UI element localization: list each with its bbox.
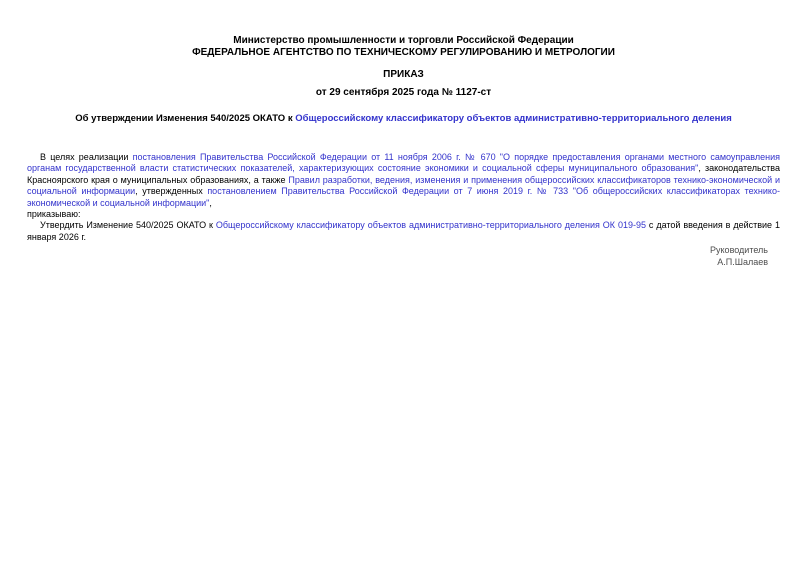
title-text: Об утверждении Изменения 540/2025 ОКАТО к bbox=[75, 113, 296, 124]
preamble-mid-2: , утвержденных bbox=[135, 186, 208, 197]
order-item-prefix: Утвердить Изменение 540/2025 ОКАТО к bbox=[40, 220, 216, 231]
classifier-rules-link[interactable]: Правил разработки, ведения, изменения и применения общероссийских классификаторов технико-экономической и социальной информации bbox=[27, 174, 780, 197]
preamble-paragraph bbox=[27, 152, 780, 209]
okato-classifier-link[interactable]: Общероссийскому классификатору объектов административно-территориального деления ОК 019-95 bbox=[215, 220, 646, 231]
signature-position: Руководитель bbox=[710, 245, 768, 256]
order-item-paragraph bbox=[27, 220, 780, 243]
agency-name: ФЕДЕРАЛЬНОЕ АГЕНТСТВО ПО ТЕХНИЧЕСКОМУ РЕГУЛИРОВАНИЮ И МЕТРОЛОГИИ bbox=[192, 47, 615, 58]
resolution-670-link[interactable]: постановления Правительства Российской Федерации от 11 ноября 2006 г. № 670 "О порядке предоставления органами местного самоуправления органам государственной власти статистических показателей, характеризующих состояние экономики и социальной сферы муниципального образования" bbox=[27, 152, 781, 174]
signature-name: А.П.Шалаев bbox=[717, 256, 768, 267]
order-heading: ПРИКАЗ bbox=[383, 69, 424, 80]
signature-block bbox=[0, 245, 768, 268]
preamble-end: , bbox=[209, 197, 212, 208]
decree-word: приказываю: bbox=[27, 209, 81, 220]
resolution-733-link[interactable]: постановлением Правительства Российской Федерации от 7 июня 2019 г. № 733 "Об общероссийских классификаторах технико-экономической и социальной информации" bbox=[27, 186, 780, 208]
preamble-intro: В целях реализации bbox=[40, 152, 133, 162]
order-item-suffix: с датой введения в действие 1 января 2026 г. bbox=[27, 220, 780, 242]
document-title bbox=[0, 113, 807, 125]
title-classifier-link[interactable]: Общероссийскому классификатору объектов административно-территориального деления bbox=[295, 113, 732, 124]
ministry-name: Министерство промышленности и торговли Российской Федерации bbox=[233, 35, 574, 46]
preamble-mid-1: , законодательства Красноярского края о муниципальных образованиях, а также bbox=[27, 163, 780, 185]
order-date-number: от 29 сентября 2025 года № 1127-ст bbox=[315, 87, 492, 98]
